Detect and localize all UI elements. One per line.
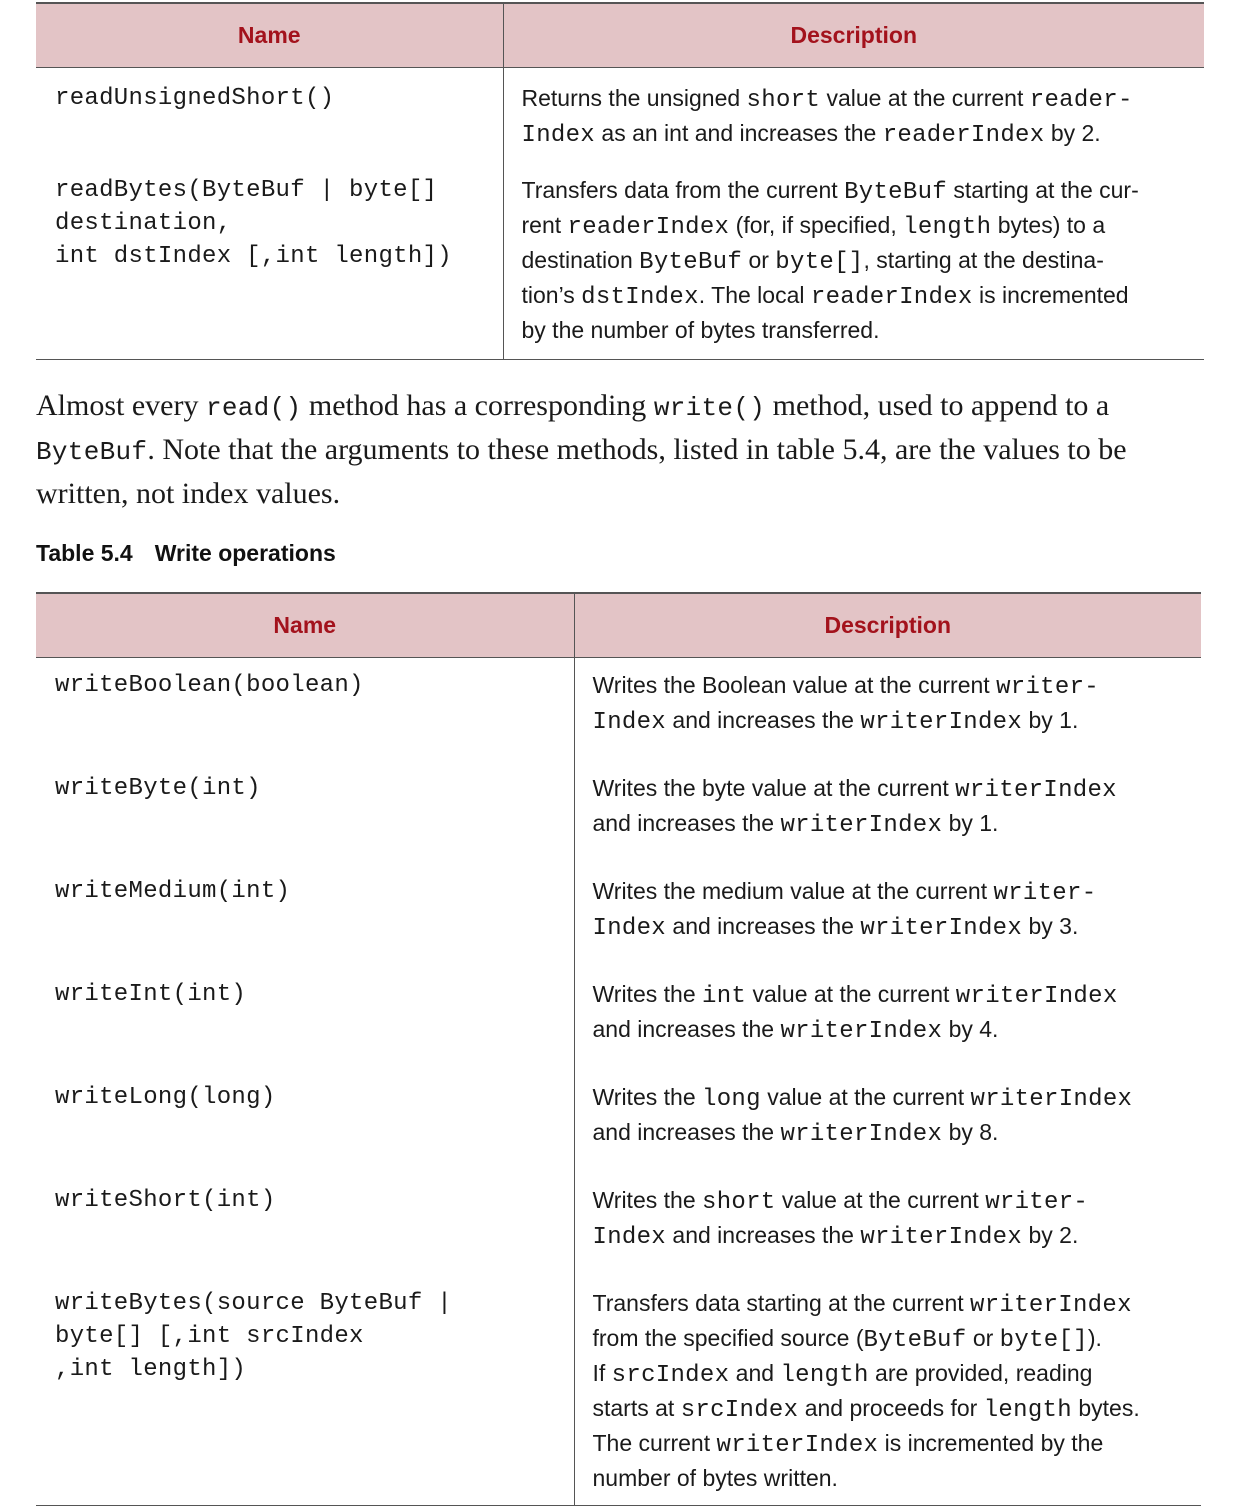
table-caption: [36, 540, 336, 567]
text-run: value at the current: [760, 1084, 971, 1110]
method-signature-line: writeMedium(int): [55, 878, 291, 905]
inline-code: byte[]: [775, 249, 864, 276]
method-signature-line: destination,: [55, 210, 232, 237]
description-cell: [574, 967, 1201, 1070]
description-line: [522, 279, 1195, 314]
text-run: number of bytes written.: [592, 1465, 838, 1491]
text-run: by 3.: [1022, 913, 1079, 939]
description-cell: [574, 1173, 1201, 1276]
inline-code: Index: [592, 709, 667, 736]
inline-code: long: [702, 1086, 761, 1113]
text-run: and increases the: [592, 1016, 781, 1042]
table-row: [36, 1173, 1201, 1276]
inline-code: Index: [592, 1224, 667, 1251]
description-line: [593, 1184, 1192, 1219]
inline-code: ByteBuf: [36, 437, 148, 467]
method-name-cell: [36, 1070, 574, 1173]
body-paragraph: [36, 385, 1202, 514]
text-run: value at the current: [775, 1187, 986, 1213]
description-line: [593, 1081, 1192, 1116]
inline-code: length: [983, 1397, 1072, 1424]
method-signature-line: writeByte(int): [55, 775, 261, 802]
inline-code: dstIndex: [581, 284, 699, 311]
text-run: destination: [521, 247, 640, 273]
description-cell: [503, 174, 1204, 360]
text-run: and increases the: [666, 913, 861, 939]
description-line: [593, 1013, 1192, 1048]
text-run: or: [742, 247, 776, 273]
text-run: The current: [592, 1430, 717, 1456]
text-run: Almost every: [36, 389, 206, 422]
table-row: [36, 1276, 1201, 1506]
text-run: Writes the: [592, 981, 702, 1007]
inline-code: writerIndex: [716, 1432, 879, 1459]
text-run: ).: [1087, 1325, 1102, 1351]
table-row: [36, 761, 1201, 864]
description-line: [593, 875, 1192, 910]
text-run: , starting at the destina-: [863, 247, 1104, 273]
description-cell: [574, 864, 1201, 967]
write-operations-table: [36, 592, 1201, 1506]
method-signature-line: readBytes(ByteBuf | byte[]: [55, 177, 438, 204]
text-run: by 1.: [942, 810, 999, 836]
method-name-cell: [36, 68, 503, 175]
text-run: (for, if specified,: [729, 212, 904, 238]
description-line: [593, 807, 1192, 842]
inline-code: Index: [592, 915, 667, 942]
method-name-cell: [36, 967, 574, 1070]
method-signature-line: writeShort(int): [55, 1187, 276, 1214]
method-name-cell: [36, 864, 574, 967]
table-header-row: [36, 3, 1204, 68]
text-run: method, used to append to a: [765, 389, 1110, 422]
inline-code: length: [780, 1362, 869, 1389]
table-row: [36, 68, 1204, 175]
inline-code: int: [702, 983, 747, 1010]
text-run: by 8.: [942, 1119, 999, 1145]
column-header-name: Name: [36, 3, 503, 68]
inline-code: byte[]: [999, 1327, 1088, 1354]
text-run: rent: [521, 212, 568, 238]
description-line: [522, 117, 1195, 152]
method-name-cell: [36, 658, 574, 762]
description-cell: [574, 761, 1201, 864]
text-run: is incremented: [972, 282, 1129, 308]
text-run: . The local: [698, 282, 811, 308]
text-run: Writes the Boolean value at the current: [592, 672, 997, 698]
text-run: as an int and increases the: [595, 120, 883, 146]
text-run: Returns the unsigned: [521, 85, 747, 111]
method-signature-line: writeBoolean(boolean): [55, 672, 364, 699]
text-run: and: [729, 1360, 781, 1386]
inline-code: ByteBuf: [863, 1327, 967, 1354]
method-signature-line: readUnsignedShort(): [55, 85, 335, 112]
text-run: tion’s: [521, 282, 582, 308]
description-line: [593, 1287, 1192, 1322]
text-run: starting at the cur-: [946, 177, 1139, 203]
method-name-cell: [36, 174, 503, 360]
text-run: bytes) to a: [991, 212, 1106, 238]
text-run: by 1.: [1022, 707, 1079, 733]
description-line: [593, 1357, 1192, 1392]
text-run: by 4.: [942, 1016, 999, 1042]
text-run: by 2.: [1044, 120, 1101, 146]
inline-code: srcIndex: [611, 1362, 730, 1389]
method-signature-line: byte[] [,int srcIndex: [55, 1323, 364, 1350]
text-run: and proceeds for: [798, 1395, 984, 1421]
text-run: Writes the byte value at the current: [592, 775, 956, 801]
text-run: method has a corresponding: [301, 389, 654, 422]
inline-code: readerIndex: [810, 284, 973, 311]
text-run: and increases the: [666, 1222, 861, 1248]
description-line: [522, 244, 1195, 279]
method-signature-line: ,int length]): [55, 1356, 247, 1383]
inline-code: writerIndex: [860, 709, 1023, 736]
description-line: [522, 209, 1195, 244]
inline-code: writerIndex: [780, 1018, 943, 1045]
method-signature-line: writeLong(long): [55, 1084, 276, 1111]
inline-code: writerIndex: [970, 1292, 1132, 1319]
text-run: If: [592, 1360, 612, 1386]
inline-code: ByteBuf: [844, 179, 947, 206]
inline-code: length: [903, 214, 992, 241]
inline-code: writerIndex: [955, 983, 1118, 1010]
method-name-cell: [36, 1173, 574, 1276]
inline-code: reader-: [1029, 87, 1133, 114]
description-cell: [503, 68, 1204, 175]
text-run: by the number of bytes transferred.: [521, 317, 880, 343]
description-line: [593, 669, 1192, 704]
inline-code: Index: [521, 122, 596, 149]
method-signature-line: int dstIndex [,int length]): [55, 243, 452, 270]
text-run: . Note that the arguments to these methods, listed in table 5.4, are the values to be written, not index values.: [36, 433, 1127, 510]
description-cell: [574, 1070, 1201, 1173]
description-cell: [574, 1276, 1201, 1506]
table-row: [36, 174, 1204, 360]
inline-code: readerIndex: [882, 122, 1045, 149]
description-line: [522, 314, 1195, 347]
text-run: Transfers data starting at the current: [592, 1290, 971, 1316]
table-header-row: [36, 593, 1201, 658]
inline-code: writer-: [993, 880, 1097, 907]
inline-code: write(): [653, 393, 766, 423]
description-line: [522, 82, 1195, 117]
description-line: [593, 704, 1192, 739]
table-row: [36, 967, 1201, 1070]
text-run: and increases the: [592, 1119, 781, 1145]
inline-code: writerIndex: [955, 777, 1117, 804]
text-run: Writes the: [592, 1084, 702, 1110]
description-line: [593, 1462, 1192, 1495]
description-cell: [574, 658, 1201, 762]
method-signature-line: writeBytes(source ByteBuf |: [55, 1290, 452, 1317]
text-run: Transfers data from the current: [521, 177, 845, 203]
text-run: and increases the: [666, 707, 861, 733]
inline-code: writer-: [985, 1189, 1089, 1216]
text-run: Writes the: [592, 1187, 702, 1213]
description-line: [593, 1116, 1192, 1151]
text-run: and increases the: [592, 810, 781, 836]
description-line: [522, 174, 1195, 209]
column-header-name: Name: [36, 593, 574, 658]
text-run: are provided, reading: [868, 1360, 1093, 1386]
text-run: bytes.: [1071, 1395, 1140, 1421]
inline-code: writerIndex: [780, 812, 943, 839]
description-line: [593, 1322, 1192, 1357]
text-run: value at the current: [820, 85, 1030, 111]
text-run: by 2.: [1022, 1222, 1079, 1248]
inline-code: read(): [205, 393, 302, 423]
description-line: [593, 910, 1192, 945]
text-run: is incremented by the: [878, 1430, 1104, 1456]
text-run: starts at: [592, 1395, 681, 1421]
method-signature-line: writeInt(int): [55, 981, 247, 1008]
text-run: value at the current: [746, 981, 956, 1007]
description-line: [593, 1392, 1192, 1427]
inline-code: writerIndex: [860, 1224, 1023, 1251]
inline-code: srcIndex: [680, 1397, 799, 1424]
inline-code: writerIndex: [780, 1121, 943, 1148]
column-header-description: Description: [574, 593, 1201, 658]
inline-code: short: [702, 1189, 776, 1216]
table-row: [36, 1070, 1201, 1173]
text-run: Writes the medium value at the current: [592, 878, 994, 904]
table-caption-number: Table 5.4: [36, 540, 133, 566]
text-run: from the specified source (: [592, 1325, 864, 1351]
inline-code: writerIndex: [970, 1086, 1133, 1113]
method-name-cell: [36, 761, 574, 864]
inline-code: writerIndex: [860, 915, 1023, 942]
table-caption-title: Write operations: [154, 540, 336, 566]
text-run: or: [966, 1325, 1000, 1351]
inline-code: writer-: [996, 674, 1099, 701]
inline-code: short: [746, 87, 821, 114]
description-line: [593, 978, 1192, 1013]
inline-code: readerIndex: [567, 214, 730, 241]
table-row: [36, 864, 1201, 967]
description-line: [593, 772, 1192, 807]
description-line: [593, 1427, 1192, 1462]
description-line: [593, 1219, 1192, 1254]
method-name-cell: [36, 1276, 574, 1506]
read-operations-table: [36, 2, 1204, 360]
column-header-description: Description: [503, 3, 1204, 68]
inline-code: ByteBuf: [639, 249, 743, 276]
table-row: [36, 658, 1201, 762]
